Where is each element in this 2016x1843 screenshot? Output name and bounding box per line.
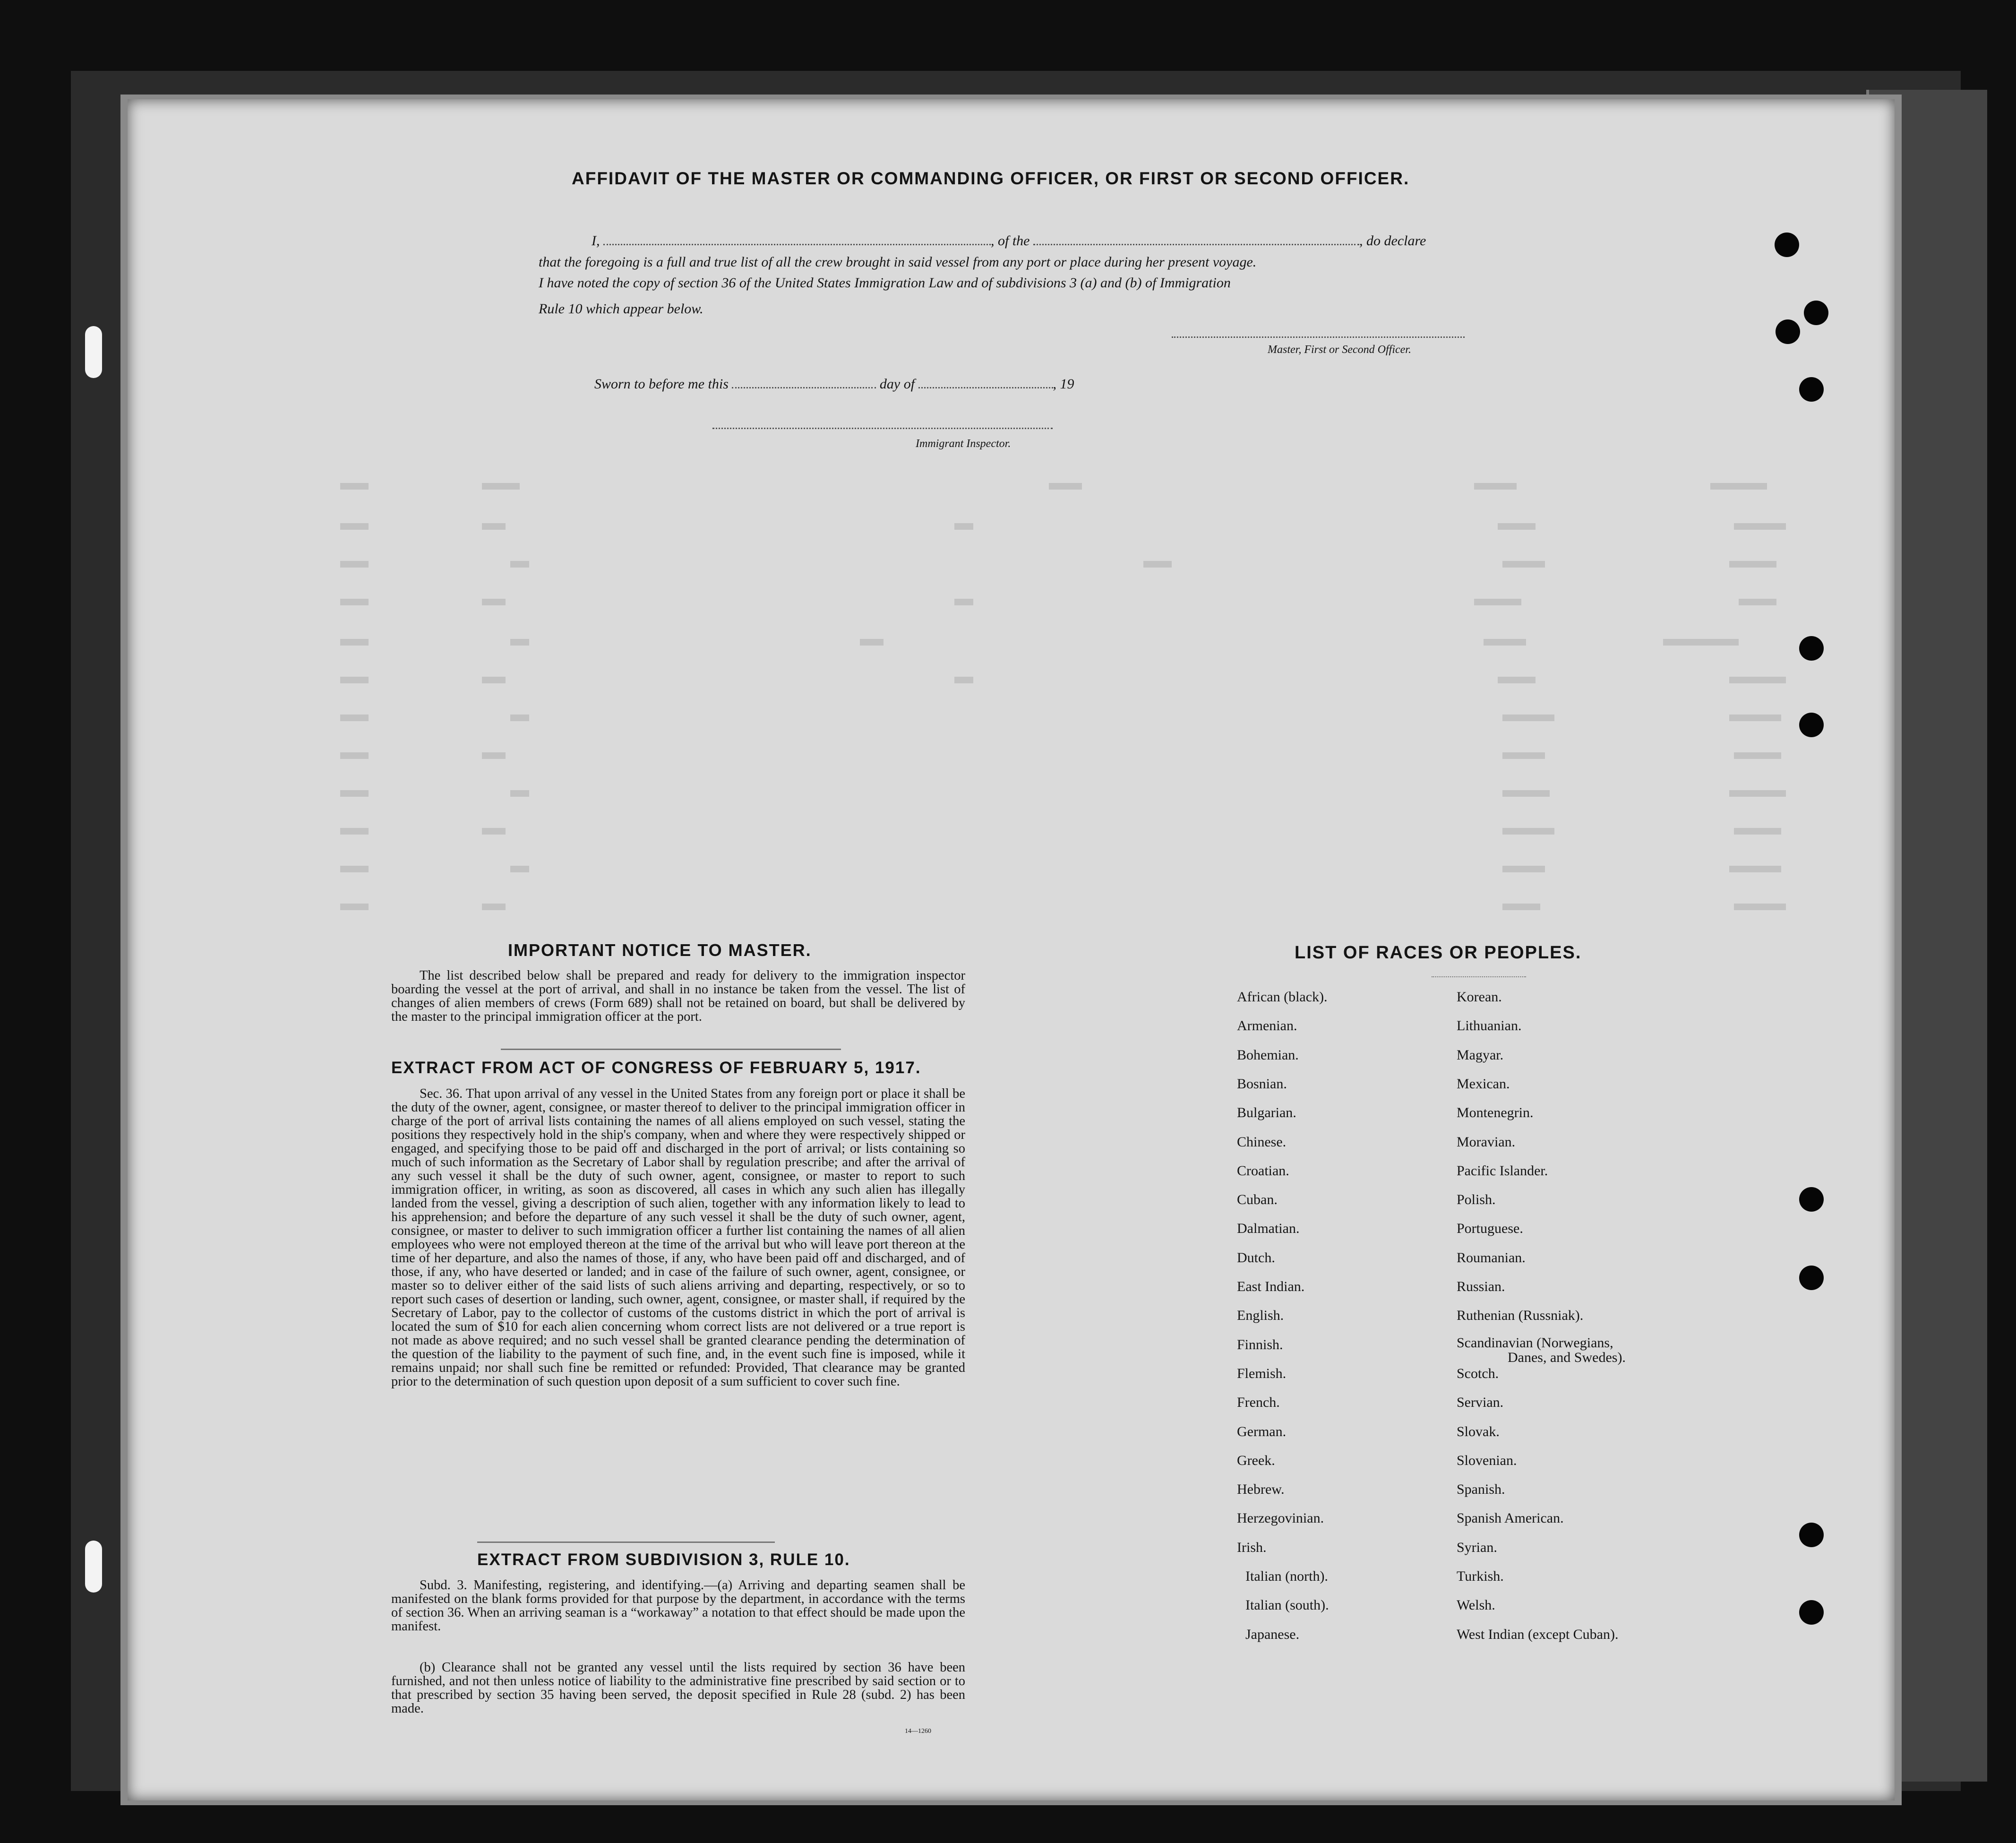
- punch-hole: [1776, 319, 1800, 344]
- races-divider: [1432, 976, 1526, 977]
- inspector-signature-line: [712, 428, 1053, 429]
- race-entry: Moravian.: [1457, 1134, 1516, 1150]
- punch-hole: [1799, 1600, 1824, 1625]
- race-entry: African (black).: [1237, 989, 1328, 1005]
- race-entry: Japanese.: [1245, 1626, 1300, 1642]
- race-entry: Russian.: [1457, 1279, 1505, 1294]
- affidavit-line-3: I have noted the copy of section 36 of the United States Immigration Law and of subdivisions 3 (a) and (b) of Immigration: [539, 275, 1231, 291]
- race-entry: Slovenian.: [1457, 1452, 1517, 1468]
- race-entry: West Indian (except Cuban).: [1457, 1626, 1619, 1642]
- race-entry: Scandinavian (Norwegians,: [1457, 1335, 1613, 1351]
- punch-hole: [1775, 233, 1799, 257]
- signature-line: [1172, 336, 1465, 338]
- race-entry: Syrian.: [1457, 1539, 1497, 1555]
- affidavit-line-1: [592, 233, 1426, 249]
- affidavit-line-4: Rule 10 which appear below.: [539, 301, 703, 317]
- sworn-day-blank: [732, 377, 876, 388]
- sworn-line: [594, 376, 1074, 392]
- year-label: , 19: [1053, 376, 1074, 392]
- punch-hole: [1804, 301, 1828, 325]
- divider: [501, 1049, 841, 1050]
- divider: [477, 1542, 775, 1543]
- race-entry: Servian.: [1457, 1395, 1504, 1411]
- race-entry: East Indian.: [1237, 1279, 1305, 1294]
- index-tab: [85, 326, 102, 378]
- rule-extract-title: EXTRACT FROM SUBDIVISION 3, RULE 10.: [477, 1550, 850, 1569]
- index-tab: [85, 1541, 102, 1593]
- race-entry: Dutch.: [1237, 1249, 1275, 1266]
- race-entry: Bohemian.: [1237, 1047, 1299, 1063]
- race-entry: Hebrew.: [1237, 1481, 1285, 1498]
- race-entry: Finnish.: [1237, 1336, 1283, 1352]
- rule-extract-subd-b: (b) Clearance shall not be granted any vessel until the lists required by section 36 have been furnished, and not then unless notice of liability to the administrative fine prescribed by said section or to that prescribed by section 35 having been served, the deposit specified in Rule 28 (subd. 2) has been made.: [391, 1660, 965, 1716]
- race-entry: Turkish.: [1457, 1568, 1504, 1584]
- race-entry: Mexican.: [1457, 1076, 1510, 1092]
- race-entry: Italian (south).: [1245, 1597, 1329, 1613]
- sworn-prefix: Sworn to before me this: [594, 376, 729, 392]
- race-entry: Herzegovinian.: [1237, 1510, 1324, 1526]
- race-entry: Slovak.: [1457, 1423, 1500, 1439]
- race-entry: Bulgarian.: [1237, 1105, 1296, 1121]
- declare-label: , do declare: [1359, 233, 1426, 249]
- notice-body: The list described below shall be prepared and ready for delivery to the immigration inspector boarding the vessel at the port of arrival, and shall in no instance be taken from the vessel. The list of changes of alien members of crews (Form 689) shall not be retained on board, but shall be delivered by the master to the principal immigration officer at the port.: [391, 968, 965, 1024]
- race-entry: Irish.: [1237, 1539, 1267, 1555]
- of-the-label: , of the: [991, 233, 1030, 249]
- race-entry: Roumanian.: [1457, 1249, 1526, 1266]
- inspector-caption: Immigrant Inspector.: [916, 438, 1011, 450]
- race-entry: Italian (north).: [1245, 1568, 1328, 1584]
- notice-title: IMPORTANT NOTICE TO MASTER.: [508, 940, 812, 960]
- name-blank: [603, 233, 991, 245]
- race-entry: Danes, and Swedes).: [1508, 1349, 1626, 1365]
- race-entry: German.: [1237, 1423, 1287, 1439]
- race-entry: Lithuanian.: [1457, 1018, 1522, 1034]
- affidavit-title: AFFIDAVIT OF THE MASTER OR COMMANDING OFFICER, OR FIRST OR SECOND OFFICER.: [572, 169, 1410, 188]
- race-entry: Korean.: [1457, 989, 1502, 1005]
- race-entry: Bosnian.: [1237, 1076, 1287, 1092]
- race-entry: Welsh.: [1457, 1597, 1495, 1613]
- race-entry: Scotch.: [1457, 1365, 1499, 1381]
- race-entry: Pacific Islander.: [1457, 1163, 1548, 1179]
- sworn-month-blank: [918, 377, 1053, 388]
- race-entry: Portuguese.: [1457, 1221, 1523, 1237]
- race-entry: Chinese.: [1237, 1134, 1287, 1150]
- race-entry: Dalmatian.: [1237, 1221, 1300, 1237]
- race-entry: French.: [1237, 1395, 1280, 1411]
- races-title: LIST OF RACES OR PEOPLES.: [1295, 943, 1582, 963]
- race-entry: Polish.: [1457, 1192, 1496, 1208]
- punch-hole: [1799, 1523, 1824, 1547]
- race-entry: Greek.: [1237, 1452, 1275, 1468]
- punch-hole: [1799, 377, 1824, 402]
- punch-hole: [1799, 1187, 1824, 1212]
- manifest-page: [128, 99, 1895, 1800]
- punch-hole: [1799, 636, 1824, 661]
- race-entry: Spanish.: [1457, 1481, 1505, 1498]
- vessel-blank: [1033, 233, 1359, 245]
- form-number: 14—1260: [905, 1728, 931, 1735]
- affidavit-line-2: that the foregoing is a full and true list of all the crew brought in said vessel from any port or place during her present voyage.: [539, 254, 1257, 270]
- race-entry: Armenian.: [1237, 1018, 1297, 1034]
- race-entry: Croatian.: [1237, 1163, 1289, 1179]
- race-entry: Montenegrin.: [1457, 1105, 1534, 1121]
- race-entry: English.: [1237, 1308, 1284, 1324]
- act-extract-title: EXTRACT FROM ACT OF CONGRESS OF FEBRUARY 5, 1917.: [391, 1059, 921, 1077]
- rule-extract-subd-a: Subd. 3. Manifesting, registering, and identifying.—(a) Arriving and departing seamen shall be manifested on the blank forms provided for that purpose by the department, in accordance with the terms of section 36. When an arriving seaman is a “workaway” a notation to that effect should be made upon the manifest.: [391, 1578, 965, 1634]
- signature-caption: Master, First or Second Officer.: [1268, 344, 1411, 356]
- race-entry: Ruthenian (Russniak).: [1457, 1308, 1584, 1324]
- punch-hole: [1799, 713, 1824, 737]
- race-entry: Spanish American.: [1457, 1510, 1564, 1526]
- day-of-label: day of: [879, 376, 915, 392]
- race-entry: Flemish.: [1237, 1365, 1287, 1381]
- affidavit-i-label: I,: [592, 233, 600, 249]
- act-extract-body: Sec. 36. That upon arrival of any vessel in the United States from any foreign port or place it shall be the duty of the owner, agent, consignee, or master thereof to deliver to the principal immigration officer in charge of the port of arrival lists containing the names of all aliens employed on such vessel, stating the positions they respectively hold in the ship's company, when and where they were respectively shipped or engaged, and specifying those to be paid off and discharged in the port of arrival; or lists containing so much of such information as the Secretary of Labor shall by regulation prescribe; and after the arrival of any such vessel it shall be the duty of such owner, agent, consignee, or master to report to such immigration officer, in writing, as soon as discovered, all cases in which any such alien has illegally landed from the vessel, giving a description of such alien, together with any information likely to lead to his apprehension; and before the departure of any such vessel it shall be the duty of such owner, agent, consignee, or master to deliver to such immigration officer a further list containing the names of all alien employees who were not employed thereon at the time of the arrival but who will leave port thereon at the time of her departure, and also the names of those, if any, who have been paid off and discharged, and of those, if any, who have deserted or landed; and in case of the failure of such owner, agent, consignee, or master so to deliver either of the said lists of such aliens arriving and departing, respectively, or so to report such cases of desertion or landing, such owner, agent, consignee, or master shall, if required by the Secretary of Labor, pay to the collector of customs of the customs district in which the port of arrival is located the sum of $10 for each alien concerning whom correct lists are not delivered or a true report is not made as above required; and no such vessel shall be granted clearance pending the determination of the question of the liability to the payment of such fine, and, in the event such fine is imposed, while it remains unpaid; nor shall such fine be remitted or refunded: Provided, That clearance may be granted prior to the determination of such question upon deposit of a sum sufficient to cover such fine.: [391, 1086, 965, 1389]
- race-entry: Cuban.: [1237, 1192, 1278, 1208]
- punch-hole: [1799, 1266, 1824, 1290]
- race-entry: Magyar.: [1457, 1047, 1504, 1063]
